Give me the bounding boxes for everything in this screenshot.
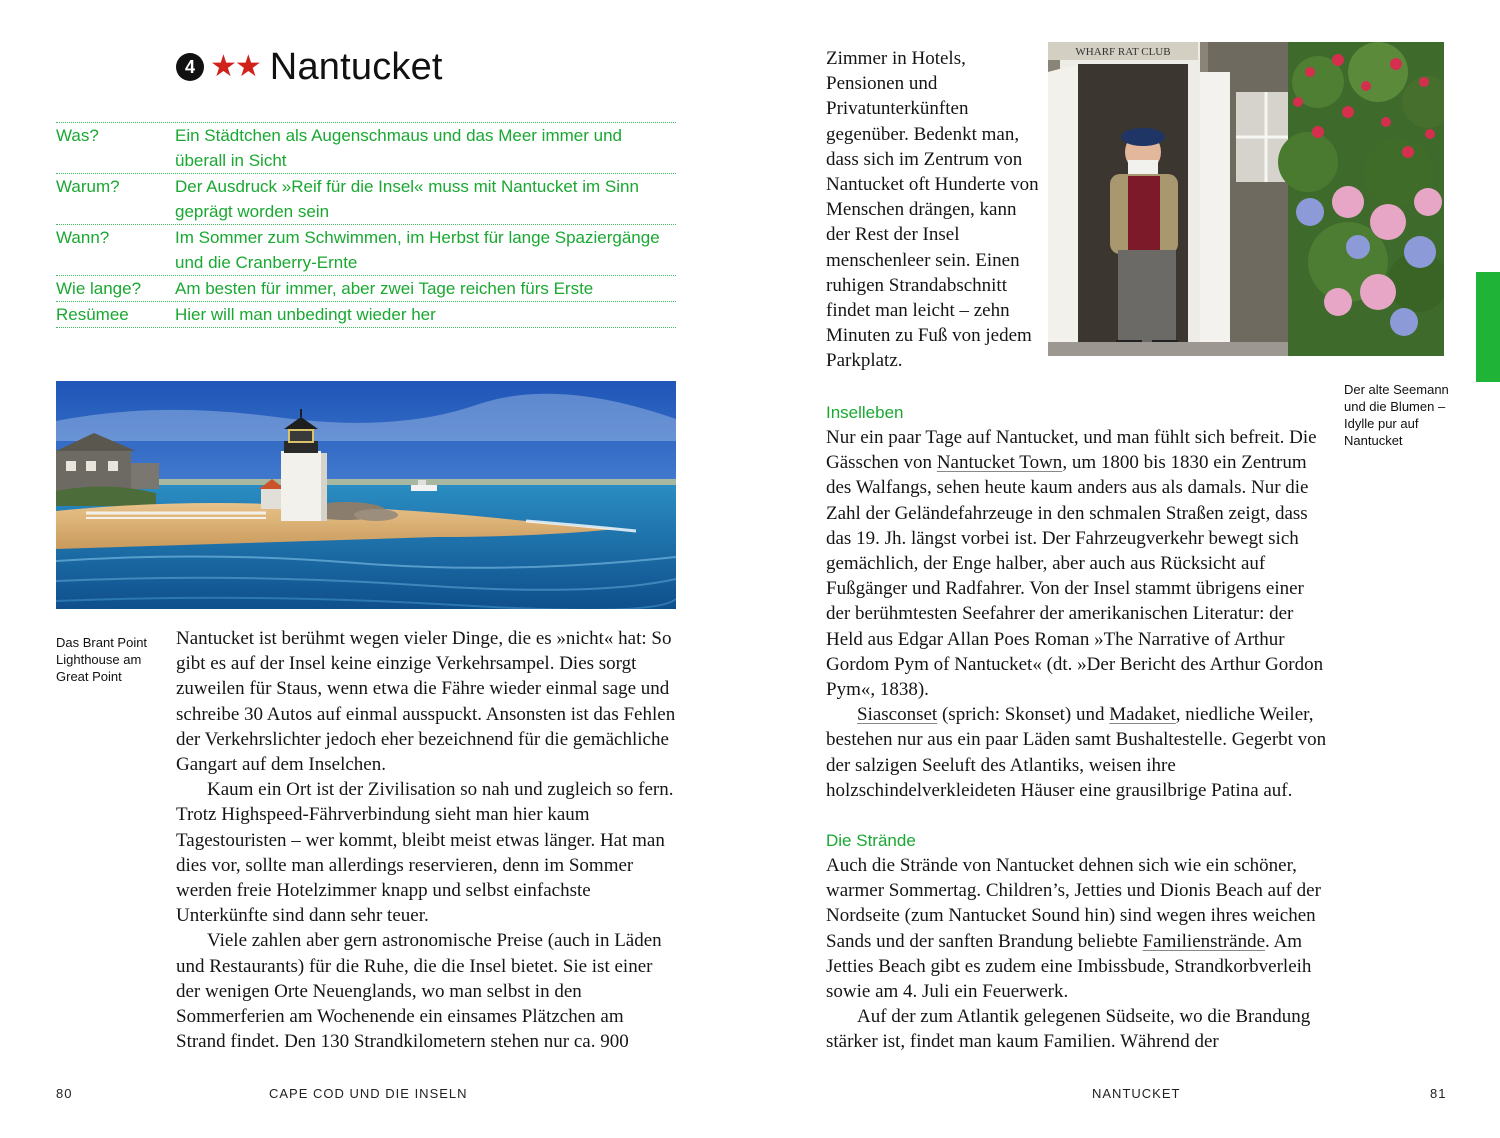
text-run: . Am Jetties Beach gibt es zudem eine Imbissbude, Strandkorbverleih sowie am 4. Juli ein Feuerwerk. bbox=[826, 930, 1312, 1003]
fact-row bbox=[56, 173, 676, 224]
fact-answer: Ein Städtchen als Augenschmaus und das Meer immer und überall in Sicht bbox=[175, 126, 622, 170]
chapter-tab-marker bbox=[1476, 272, 1500, 382]
paragraph: Zimmer in Hotels, Pensionen und Privatunterkünften gegenüber. Bedenkt man, dass sich im Zentrum von Nantucket oft Hunderte von Menschen drängen, kann der Rest der Insel menschenleer sein. Einen ruhigen Strandabschnitt findet man leicht – zehn Minuten zu Fuß von jedem Parkplatz. bbox=[826, 48, 1039, 372]
title-text: Nantucket bbox=[269, 45, 443, 88]
fact-question: Was? bbox=[56, 126, 99, 145]
seaman-photo bbox=[1048, 42, 1444, 356]
fact-answer: Am besten für immer, aber zwei Tage reichen fürs Erste bbox=[175, 279, 594, 298]
link-madaket[interactable]: Madaket bbox=[1109, 704, 1176, 726]
text-run: Nur ein paar Tage auf Nantucket, und man fühlt sich befreit. Die Gässchen von bbox=[826, 427, 1317, 474]
page-number-right: 81 bbox=[1430, 1086, 1447, 1101]
paragraph bbox=[826, 853, 1331, 1004]
paragraph: Auf der zum Atlantik gelegenen Südseite, wo die Brandung stärker ist, findet man kaum Familien. Während der bbox=[826, 1006, 1311, 1053]
photo-caption-right: Der alte Seemann und die Blumen – Idylle pur auf Nantucket bbox=[1344, 382, 1449, 448]
fact-row bbox=[56, 224, 676, 275]
chapter-title bbox=[176, 44, 443, 90]
paragraph: Viele zahlen aber gern astronomische Preise (auch in Läden und Restaurants) für die Ruhe, die die Insel bietet. Sie ist einer der wenigen Orte Neuenglands, wo man selbst in den Sommerferien am Wochenende ein einsames Plätzchen am Strand findet. Den 130 Strandkilometern stehen nur ca. 900 bbox=[176, 930, 662, 1053]
sign-text: WHARF RAT CLUB bbox=[1075, 46, 1171, 58]
text-run: , um 1800 bis 1830 ein Zentrum des Walfangs, sehen heute kaum anders aus als damals. Nur die Zahl der Geländefahrzeuge in den schmalen Straßen zeigt, dass das 19. Jh. längst vorbei ist. Der Fahrzeugverkehr bewegt sich gemächlich, der Enge halber, aber auch aus Rücksicht auf Fußgänger und Radfahrer. Von der Insel stammt übrigens einer der berühmtesten Seefahrer der amerikanischen Literatur: der Held aus Edgar Allan Poes Roman »The Narrative of Arthur Gordom Pym of Nantucket« (dt. »Der Bericht des Arthur Gordon Pym«, 1838). bbox=[826, 452, 1324, 701]
fact-question: Resümee bbox=[56, 305, 129, 324]
page-number-left: 80 bbox=[56, 1086, 73, 1101]
spacer bbox=[826, 803, 1331, 828]
rating-stars-icon: ★★ bbox=[210, 50, 260, 83]
paragraph bbox=[826, 425, 1331, 702]
link-nantucket-town[interactable]: Nantucket Town bbox=[936, 452, 1063, 474]
text-run: Auch die Strände von Nantucket dehnen sich wie ein schöner, warmer Sommertag. Children’s, Jetties und Dionis Beach auf der Nordseite (zum Nantucket Sound hin) sind wegen ihres weichen Sands und der sanften Brandung beliebte bbox=[826, 855, 1321, 952]
text-run: , niedliche Weiler, bestehen nur aus ein paar Läden samt Bushaltestelle. Gegerbt von der salzigen Seeluft des Atlantiks, weisen ihre holzschindelverkleideten Häuser eine grausilbrige Patina auf. bbox=[826, 704, 1327, 801]
lighthouse-photo bbox=[56, 381, 676, 609]
fact-answer: Hier will man unbedingt wieder her bbox=[175, 305, 436, 324]
text-run: (sprich: Skonset) und bbox=[937, 704, 1110, 726]
fact-answer: Im Sommer zum Schwimmen, im Herbst für lange Spaziergänge und die Cranberry-Ernte bbox=[175, 228, 660, 272]
facts-table bbox=[56, 122, 676, 328]
link-familienstraende[interactable]: Familienstrände bbox=[1142, 930, 1266, 952]
section-heading-inselleben: Inselleben bbox=[826, 403, 904, 422]
running-head-left: CAPE COD UND DIE INSELN bbox=[269, 1086, 468, 1101]
running-head-right: NANTUCKET bbox=[1092, 1086, 1181, 1101]
fact-row bbox=[56, 122, 676, 173]
fact-question: Warum? bbox=[56, 177, 120, 196]
fact-question: Wann? bbox=[56, 228, 110, 247]
fact-answer: Der Ausdruck »Reif für die Insel« muss mit Nantucket im Sinn geprägt worden sein bbox=[175, 177, 639, 221]
paragraph bbox=[826, 702, 1331, 803]
fact-question: Wie lange? bbox=[56, 279, 142, 298]
left-body-text bbox=[176, 626, 676, 1054]
paragraph: Nantucket ist berühmt wegen vieler Dinge, die es »nicht« hat: So gibt es auf der Insel keine einzige Verkehrsampel. Dies sorgt zuweilen für Staus, wenn etwa die Fähre wieder einmal sage und schreibe 30 Autos auf einmal ausspuckt. Ansonsten ist das Fehlen der Verkehrslichter jedoch eher bezeichnend für die gemächliche Gangart auf dem Inselchen. bbox=[176, 628, 676, 776]
photo-caption-left: Das Brant Point Lighthouse am Great Point bbox=[56, 635, 148, 684]
fact-row bbox=[56, 275, 676, 301]
right-top-text bbox=[826, 46, 1041, 374]
fact-row bbox=[56, 301, 676, 328]
right-body-text bbox=[826, 400, 1331, 1055]
section-heading-die-straende: Die Strände bbox=[826, 831, 916, 851]
link-siasconset[interactable]: Siasconset bbox=[857, 704, 938, 726]
chapter-number-badge: 4 bbox=[176, 53, 204, 81]
paragraph: Kaum ein Ort ist der Zivilisation so nah und zugleich so fern. Trotz Highspeed-Fährverbindung sieht man hier kaum Tagestouristen – wer kommt, bleibt meist etwas länger. Hat man dies vor, sollte man allerdings reservieren, denn im Sommer werden freie Hotelzimmer knapp und selbst einfachste Unterkünfte sind dann sehr teuer. bbox=[176, 779, 674, 927]
